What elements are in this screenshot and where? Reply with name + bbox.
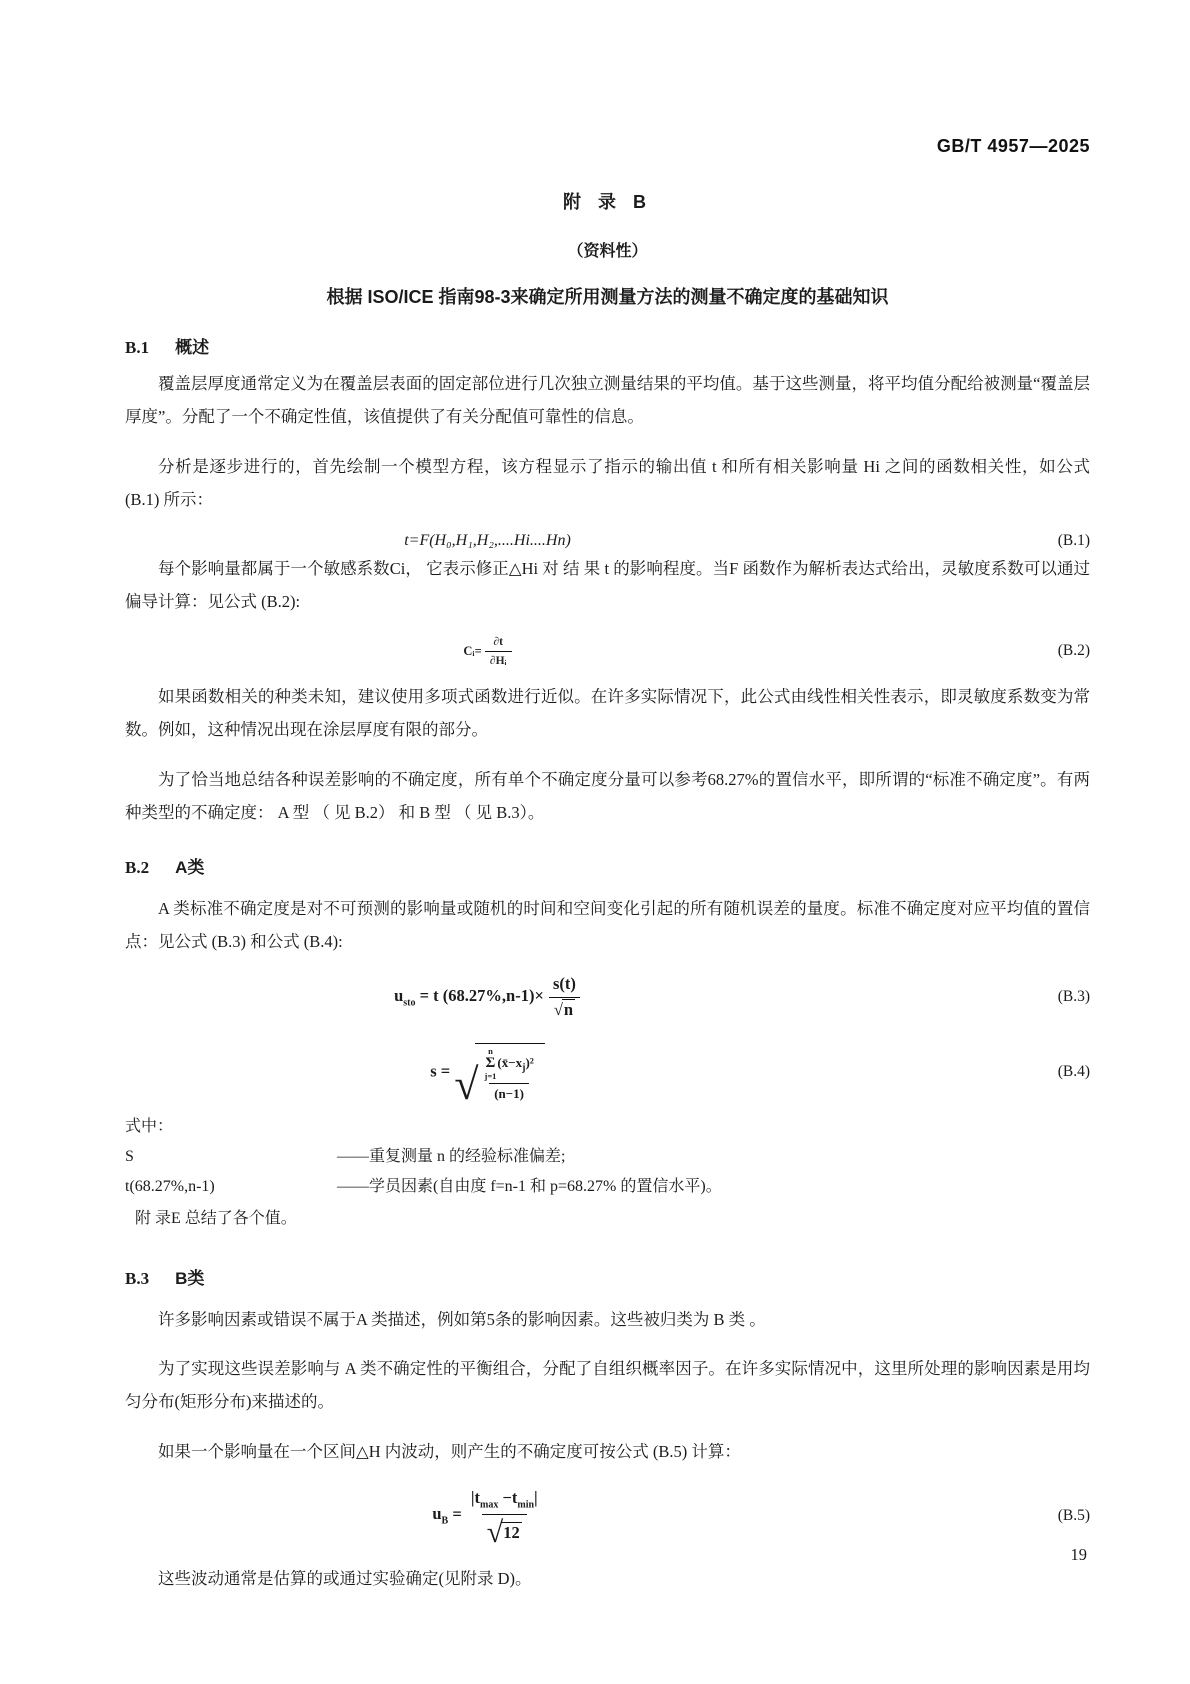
formula-b3	[125, 974, 1090, 1020]
section-b3-number: B.3	[125, 1268, 150, 1288]
formula-b2-numerator: ∂t	[493, 635, 503, 648]
appendix-label: 附 录 B	[562, 192, 652, 212]
section-b2-heading	[125, 853, 1090, 878]
standard-code-header: GB/T 4957—2025	[936, 136, 1090, 156]
formula-b1-expression: t=F(H₀,H₁,H₂,....Hi....Hn)	[404, 532, 571, 549]
b3-paragraph-3: 如果一个影响量在一个区间△H 内波动，则产生的不确定度可按公式 (B.5) 计算：	[158, 1441, 741, 1461]
formula-b4-tag: (B.4)	[1057, 1063, 1090, 1081]
b3-paragraph-4: 这些波动通常是估算的或通过实验确定(见附录 D)。	[158, 1568, 532, 1588]
formula-b3-numerator: s(t)	[552, 974, 576, 994]
formula-b3-fraction	[548, 974, 581, 1020]
where-item-s-symbol: S	[125, 1147, 134, 1165]
appendix-title: 根据 ISO/ICE 指南98-3来确定所用测量方法的测量不确定度的基础知识	[326, 287, 889, 307]
formula-b2-fraction	[485, 635, 512, 669]
formula-b3-mid: = t (68.27%,n-1)×	[419, 986, 544, 1006]
formula-b1-tag: (B.1)	[1057, 532, 1090, 549]
where-item-s	[125, 1142, 1090, 1172]
section-b3-heading	[125, 1264, 1090, 1289]
section-b1-heading	[125, 333, 1090, 358]
b2-paragraph-1: A 类标准不确定度是对不可预测的影响量或随机的时间和空间变化引起的所有随机误差的量度。标准不确定度对应平均值的置信点：见公式 (B.3) 和公式 (B.4):	[125, 898, 1090, 951]
formula-b3-lhs: $u_{sto}$	[394, 986, 416, 1009]
formula-b5-equals: =	[452, 1504, 462, 1524]
formula-b5-fraction	[466, 1487, 543, 1549]
where-item-t-dash: ——	[337, 1177, 369, 1195]
b1-paragraph-4: 如果函数相关的种类未知，建议使用多项式函数进行近似。在许多实际情况下，此公式由线性相关性表示，即灵敏度系数变为常数。例如，这种情况出现在涂层厚度有限的部分。	[125, 687, 1090, 740]
b3-paragraph-2: 为了实现这些误差影响与 A 类不确定性的平衡组合，分配了自组织概率因子。在许多实际情况中，这里所处理的影响因素是用均匀分布(矩形分布)来描述的。	[125, 1359, 1090, 1412]
formula-b5-tag: (B.5)	[1057, 1506, 1090, 1524]
section-b1-title: 概述	[175, 338, 210, 357]
formula-b4	[125, 1043, 1090, 1110]
formula-b4-denominator: (n−1)	[489, 1083, 529, 1102]
b3-paragraph-1: 许多影响因素或错误不属于A 类描述，例如第5条的影响因素。这些被归类为 B 类 。	[158, 1309, 766, 1329]
section-b2-number: B.2	[125, 857, 150, 877]
formula-b2-lhs: Cᵢ	[463, 643, 475, 658]
informative-label: （资料性）	[567, 243, 648, 260]
formula-b4-numerator: n Σ j=1 $(x̄-x_j)^2$	[484, 1045, 534, 1081]
formula-b4-radical	[454, 1043, 544, 1110]
formula-b2-tag: (B.2)	[1057, 642, 1090, 660]
where-item-s-desc: 重复测量 n 的经验标准偏差;	[369, 1147, 566, 1165]
b1-paragraph-3: 每个影响量都属于一个敏感系数Ci， 它表示修正△Hi 对 结 果 t 的影响程度。当F 函数作为解析表达式给出，灵敏度系数可以通过偏导计算：见公式 (B.2):	[125, 559, 1090, 611]
where-item-s-dash: ——	[337, 1147, 369, 1165]
formula-b4-fraction	[479, 1047, 538, 1102]
formula-b2-denominator: ∂Hᵢ	[485, 651, 512, 668]
where-item-t-desc: 学员因素(自由度 f=n-1 和 p=68.27% 的置信水平)。	[369, 1177, 722, 1195]
formula-b4-radicand	[475, 1043, 544, 1102]
page-number: 19	[1070, 1545, 1087, 1564]
b1-paragraph-1: 覆盖层厚度通常定义为在覆盖层表面的固定部位进行几次独立测量结果的平均值。基于这些测量，将平均值分配给被测量“覆盖层厚度”。分配了一个不确定性值，该值提供了有关分配值可靠性的信息。	[125, 374, 1090, 426]
where-block	[125, 1112, 1090, 1234]
b1-paragraph-2: 分析是逐步进行的，首先绘制一个模型方程，该方程显示了指示的输出值 t 和所有相关影响量 Hi 之间的函数相关性，如公式 (B.1) 所示：	[125, 456, 1090, 509]
section-b3-title: B类	[175, 1268, 205, 1288]
sum-symbol: n Σ j=1	[484, 1045, 497, 1081]
formula-b3-tag: (B.3)	[1057, 988, 1090, 1006]
page-content	[125, 0, 1090, 1611]
formula-b4-lhs: s =	[430, 1060, 451, 1080]
where-note: 附 录E 总结了各个值。	[135, 1209, 297, 1227]
formula-b3-denominator: √ n	[549, 997, 580, 1021]
formula-b1	[125, 532, 1090, 550]
formula-b5-lhs: $u_B$	[432, 1504, 449, 1527]
where-label: 式中：	[125, 1117, 174, 1135]
where-item-t	[125, 1172, 1090, 1202]
b1-paragraph-5: 为了恰当地总结各种误差影响的不确定度，所有单个不确定度分量可以参考68.27%的置信水平，即所谓的“标准不确定度”。有两种类型的不确定度： A 型 （ 见 B.2） 和 B 型 （ 见 B.3）。	[125, 769, 1090, 822]
where-item-t-symbol: t(68.27%,n-1)	[125, 1177, 215, 1195]
formula-b5-numerator: $|t_{max} -t_{min}|$	[470, 1487, 538, 1511]
formula-b5-lhs-subscript: B	[441, 1515, 449, 1527]
formula-b2	[125, 635, 1090, 669]
formula-b3-lhs-subscript: sto	[403, 997, 416, 1009]
formula-b2-equals: =	[474, 643, 482, 658]
formula-b5-denominator: √ 12	[482, 1514, 527, 1544]
section-b2-title: A类	[175, 857, 205, 877]
section-b1-number: B.1	[125, 338, 150, 357]
formula-b4-root-sign: √	[454, 1060, 479, 1110]
formula-b5	[125, 1487, 1090, 1549]
